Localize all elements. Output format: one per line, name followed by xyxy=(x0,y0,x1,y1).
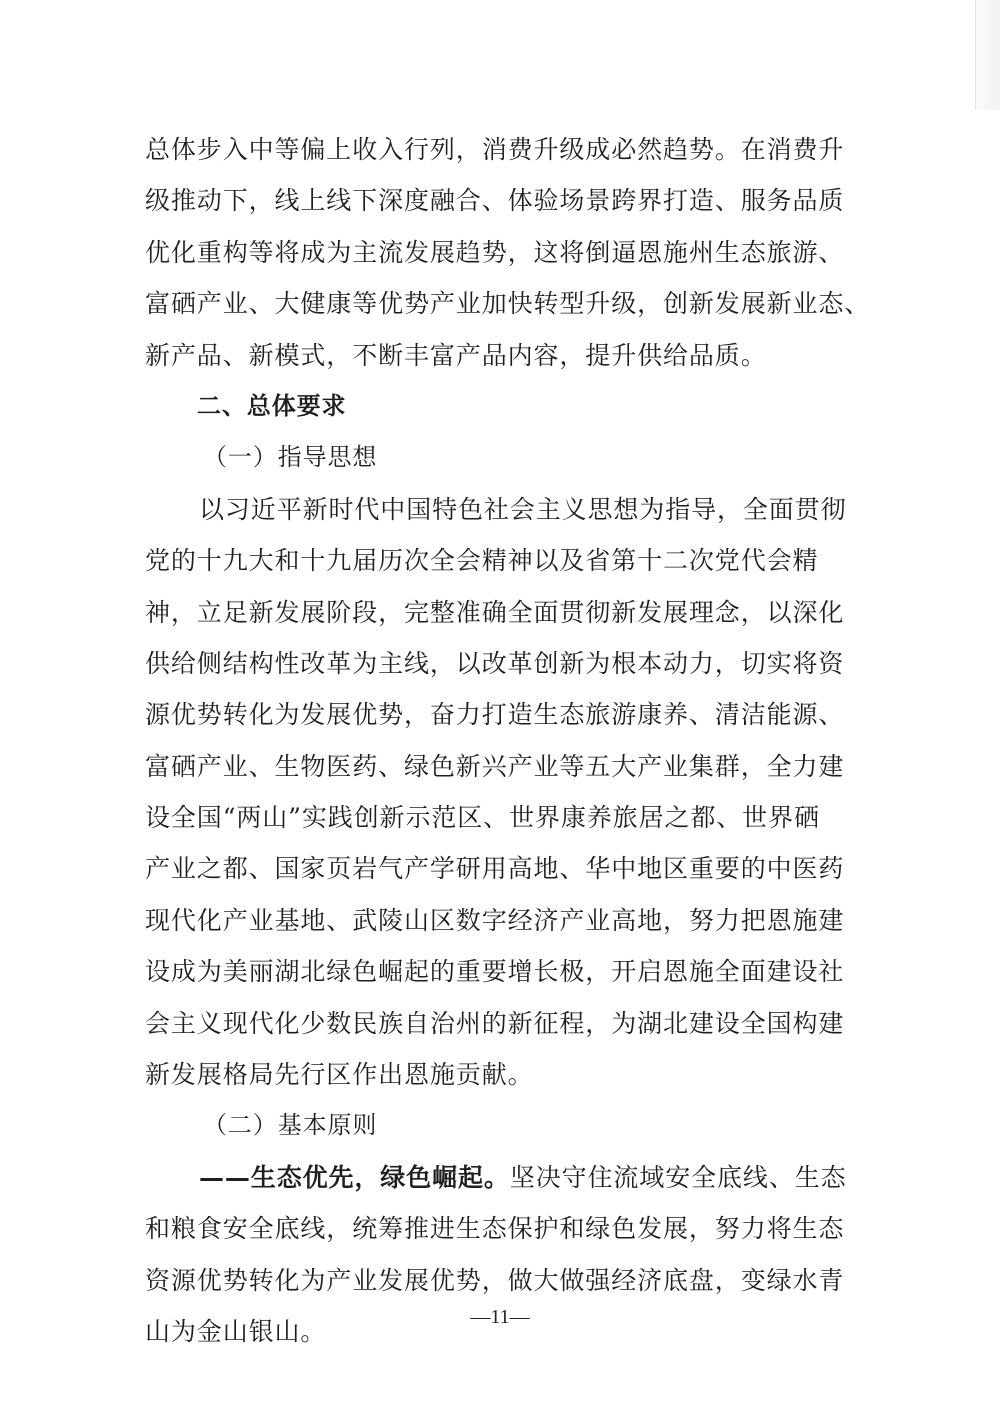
guiding-thought-line: 党的十九大和十九届历次全会精神以及省第十二次党代会精 xyxy=(145,546,819,576)
principle-line: 山为金山银山。 xyxy=(145,1316,327,1346)
subsection-heading-guiding-thought: （一）指导思想 xyxy=(203,443,378,472)
body-line: 富硒产业、大健康等优势产业加快转型升级，创新发展新业态、 xyxy=(145,289,871,319)
principle-line: 资源优势转化为产业发展优势，做大做强经济底盘，变绿水青 xyxy=(145,1265,845,1295)
body-line: 级推动下，线上线下深度融合、体验场景跨界打造、服务品质 xyxy=(145,186,845,216)
guiding-thought-line: 设全国“两山”实践创新示范区、世界康养旅居之都、世界硒 xyxy=(145,803,820,833)
page-number: —11— xyxy=(470,1306,530,1328)
section-heading: 二、总体要求 xyxy=(197,391,347,420)
guiding-thought-line: 神，立足新发展阶段，完整准确全面贯彻新发展理念，以深化 xyxy=(145,597,845,627)
guiding-thought-line: 供给侧结构性改革为主线，以改革创新为根本动力，切实将资 xyxy=(145,648,845,678)
principle-first-line-text: 坚决守住流域安全底线、生态 xyxy=(509,1162,847,1192)
body-line: 总体步入中等偏上收入行列，消费升级成必然趋势。在消费升 xyxy=(145,135,845,164)
guiding-thought-line: 富硒产业、生物医药、绿色新兴产业等五大产业集群，全力建 xyxy=(145,751,845,781)
guiding-thought-line: 源优势转化为发展优势，奋力打造生态旅游康养、清洁能源、 xyxy=(145,700,845,730)
scan-edge-mark xyxy=(975,0,1000,110)
guiding-thought-line: 新发展格局先行区作出恩施贡献。 xyxy=(145,1060,534,1090)
principle-first-line xyxy=(145,1152,860,1203)
body-line: 新产品、新模式，不断丰富产品内容，提升供给品质。 xyxy=(145,340,767,370)
guiding-thought-line: 设成为美丽湖北绿色崛起的重要增长极，开启恩施全面建设社 xyxy=(145,957,845,987)
guiding-thought-line: 会主义现代化少数民族自治州的新征程，为湖北建设全国构建 xyxy=(145,1008,845,1038)
principle-line: 和粮食安全底线，统筹推进生态保护和绿色发展，努力将生态 xyxy=(145,1214,845,1244)
principle-lead: ——生态优先，绿色崛起。 xyxy=(199,1162,510,1192)
guiding-thought-line: 产业之都、国家页岩气产学研用高地、华中地区重要的中医药 xyxy=(145,854,845,884)
subsection-heading-basic-principles: （二）基本原则 xyxy=(203,1111,378,1140)
page-body xyxy=(145,124,871,1357)
guiding-thought-line: 以习近平新时代中国特色社会主义思想为指导，全面贯彻 xyxy=(199,494,847,524)
guiding-thought-line: 现代化产业基地、武陵山区数字经济产业高地，努力把恩施建 xyxy=(145,905,845,935)
body-line: 优化重构等将成为主流发展趋势，这将倒逼恩施州生态旅游、 xyxy=(145,237,845,267)
